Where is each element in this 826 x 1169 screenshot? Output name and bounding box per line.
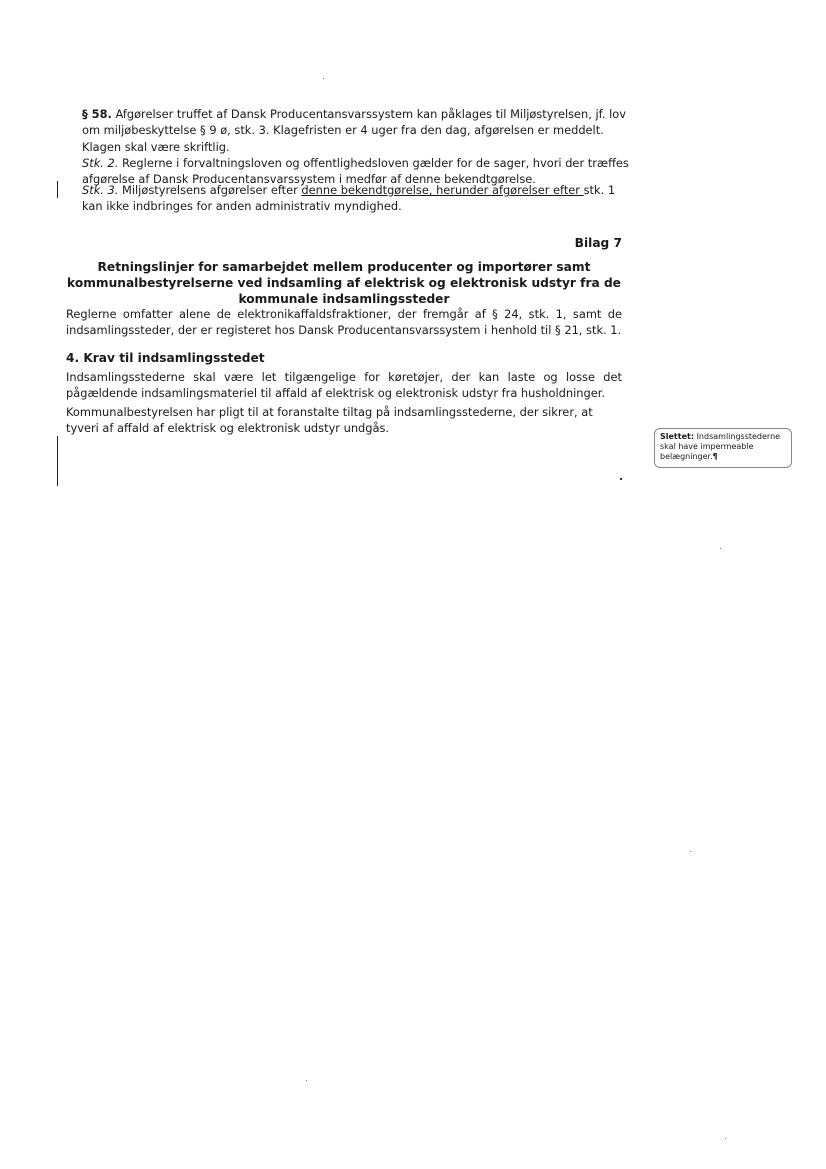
section-4-paragraph-1: Indsamlingsstederne skal være let tilgængelige for køretøjer, der kan laste og losse det pågældende indsamlingsmateriel til affald af elektrisk og elektronisk udstyr fra husholdninger. (66, 370, 622, 401)
scan-speck (690, 851, 691, 852)
change-bar (57, 181, 58, 198)
section-number: § 58. (82, 107, 112, 121)
scan-speck (323, 78, 324, 79)
paragraph-stk3 (66, 182, 638, 215)
change-bar-deleted (57, 436, 58, 486)
stk2-text: Reglerne i forvaltningsloven og offentlighedsloven gælder for de sager, hvori der træffes afgørelse af Dansk Producentansvarssystem i medfør af denne bekendtgørelse. (82, 156, 629, 187)
stk3-label: Stk. 3. (82, 183, 119, 197)
comment-text: Indsamlingsstederne skal have impermeable belægninger. (660, 432, 781, 461)
stk3-inserted-text: denne bekendtgørelse, herunder afgørelser efter (301, 183, 584, 197)
intro-paragraph: Reglerne omfatter alene de elektronikaffaldsfraktioner, der fremgår af § 24, stk. 1, samt de indsamlingssteder, der er registeret hos Dansk Producentansvarssystem i henhold til § 21, stk. 1. (66, 307, 622, 338)
stk3-text-a: Miljøstyrelsens afgørelser efter (118, 183, 302, 197)
section-text: Afgørelser truffet af Dansk Producentansvarssystem kan påklages til Miljøstyrelsen, jf. lov om miljøbeskyttelse § 9 ø, stk. 3. Klagefristen er 4 uger fra den dag, afgørelsen er meddelt. Klagen skal være skriftlig. (82, 107, 626, 154)
deletion-comment-balloon (654, 428, 792, 468)
section-4-heading: 4. Krav til indsamlingsstedet (66, 351, 265, 365)
scan-speck (725, 1138, 726, 1139)
scan-speck (306, 1080, 307, 1081)
paragraph-s58 (66, 106, 638, 155)
stk3-text-b: stk. 1 kan ikke indbringes for anden administrativ myndighed. (82, 183, 616, 214)
appendix-label: Bilag 7 (574, 236, 622, 250)
comment-label: Slettet: (660, 432, 695, 441)
section-4-paragraph-2: Kommunalbestyrelsen har pligt til at foranstalte tiltag på indsamlingsstederne, der sikrer, at tyveri af affald af elektrisk og elektronisk udstyr undgås. (66, 405, 593, 436)
appendix-title: Retningslinjer for samarbejdet mellem producenter og importører samt kommunalbestyrelserne ved indsamling af elektrisk og elektronisk udstyr fra de kommunale indsamlingssteder (67, 260, 621, 306)
scan-speck (620, 478, 622, 480)
pilcrow-mark: ¶ (712, 452, 718, 461)
stk2-label: Stk. 2. (82, 156, 119, 170)
scan-speck (720, 548, 721, 549)
